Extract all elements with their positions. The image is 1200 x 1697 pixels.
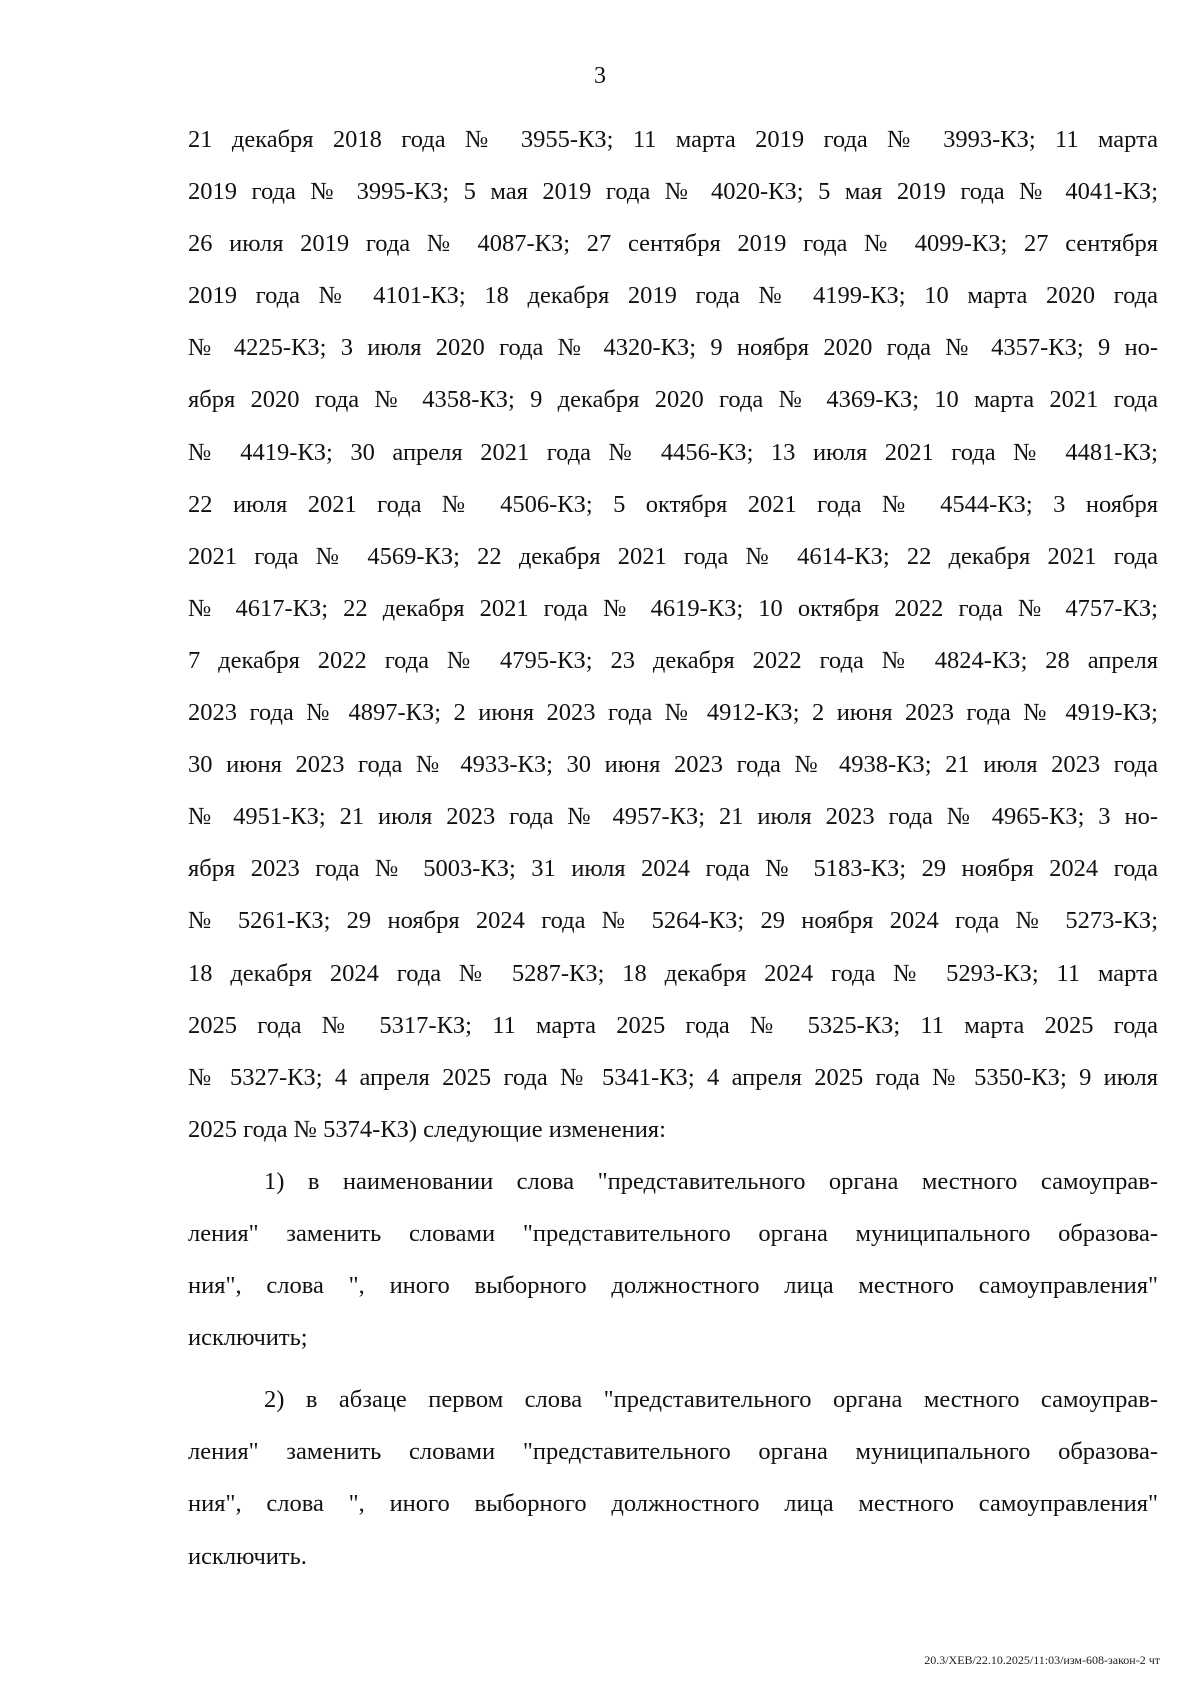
list-item-line: 1) в наименовании слова "представительного органа местного самоуправ- [264, 1167, 1158, 1195]
text-line: 2025 года № 5374-КЗ) следующие изменения: [188, 1115, 666, 1143]
text-line: № 4951-КЗ; 21 июля 2023 года № 4957-КЗ; 21 июля 2023 года № 4965-КЗ; 3 но- [188, 803, 1158, 831]
list-item-line: исключить. [188, 1542, 307, 1570]
paragraph-gap [188, 1364, 1158, 1374]
text-line: 30 июня 2023 года № 4933-КЗ; 30 июня 2023 года № 4938-КЗ; 21 июля 2023 года [188, 751, 1158, 779]
text-line: 21 декабря 2018 года № 3955-КЗ; 11 марта 2019 года № 3993-КЗ; 11 марта [188, 126, 1158, 153]
text-line: 2025 года № 5317-КЗ; 11 марта 2025 года № 5325-КЗ; 11 марта 2025 года [188, 1011, 1158, 1039]
text-line: 22 июля 2021 года № 4506-КЗ; 5 октября 2021 года № 4544-КЗ; 3 ноября [188, 490, 1158, 518]
list-item-line: ления" заменить словами "представительного органа муниципального образова- [188, 1438, 1158, 1466]
text-line: № 4225-КЗ; 3 июля 2020 года № 4320-КЗ; 9 ноября 2020 года № 4357-КЗ; 9 но- [188, 334, 1158, 362]
text-line: ября 2023 года № 5003-КЗ; 31 июля 2024 года № 5183-КЗ; 29 ноября 2024 года [188, 855, 1158, 883]
list-item-line: ления" заменить словами "представительного органа муниципального образова- [188, 1219, 1158, 1247]
document-body [188, 114, 1158, 1583]
text-line: ября 2020 года № 4358-КЗ; 9 декабря 2020 года № 4369-КЗ; 10 марта 2021 года [188, 386, 1158, 414]
text-line: № 4617-КЗ; 22 декабря 2021 года № 4619-КЗ; 10 октября 2022 года № 4757-КЗ; [188, 594, 1158, 622]
text-line: № 5261-КЗ; 29 ноября 2024 года № 5264-КЗ; 29 ноября 2024 года № 5273-КЗ; [188, 907, 1158, 935]
text-line: № 5327-КЗ; 4 апреля 2025 года № 5341-КЗ; 4 апреля 2025 года № 5350-КЗ; 9 июля [188, 1063, 1158, 1091]
text-line: 2019 года № 3995-КЗ; 5 мая 2019 года № 4020-КЗ; 5 мая 2019 года № 4041-КЗ; [188, 178, 1158, 206]
list-item-2 [188, 1374, 1158, 1582]
list-item-line: ния", слова ", иного выборного должностного лица местного самоуправления" [188, 1490, 1158, 1518]
list-item-1 [188, 1156, 1158, 1364]
text-line: 2023 года № 4897-КЗ; 2 июня 2023 года № 4912-КЗ; 2 июня 2023 года № 4919-КЗ; [188, 699, 1158, 727]
list-item-line: 2) в абзаце первом слова "представительного органа местного самоуправ- [264, 1386, 1158, 1414]
list-item-line: ния", слова ", иного выборного должностного лица местного самоуправления" [188, 1272, 1158, 1300]
page-number: 3 [594, 63, 606, 89]
text-line: 7 декабря 2022 года № 4795-КЗ; 23 декабря 2022 года № 4824-КЗ; 28 апреля [188, 646, 1158, 674]
document-footer-code: 20.3/ХЕВ/22.10.2025/11:03/изм-608-закон-2 чт [924, 1653, 1160, 1667]
text-line: 18 декабря 2024 года № 5287-КЗ; 18 декабря 2024 года № 5293-КЗ; 11 марта [188, 959, 1158, 987]
text-line: № 4419-КЗ; 30 апреля 2021 года № 4456-КЗ; 13 июля 2021 года № 4481-КЗ; [188, 438, 1158, 466]
list-item-line: исключить; [188, 1324, 308, 1352]
text-line: 2021 года № 4569-КЗ; 22 декабря 2021 года № 4614-КЗ; 22 декабря 2021 года [188, 542, 1158, 570]
text-line: 2019 года № 4101-КЗ; 18 декабря 2019 года № 4199-КЗ; 10 марта 2020 года [188, 282, 1158, 310]
text-line: 26 июля 2019 года № 4087-КЗ; 27 сентября 2019 года № 4099-КЗ; 27 сентября [188, 230, 1158, 258]
